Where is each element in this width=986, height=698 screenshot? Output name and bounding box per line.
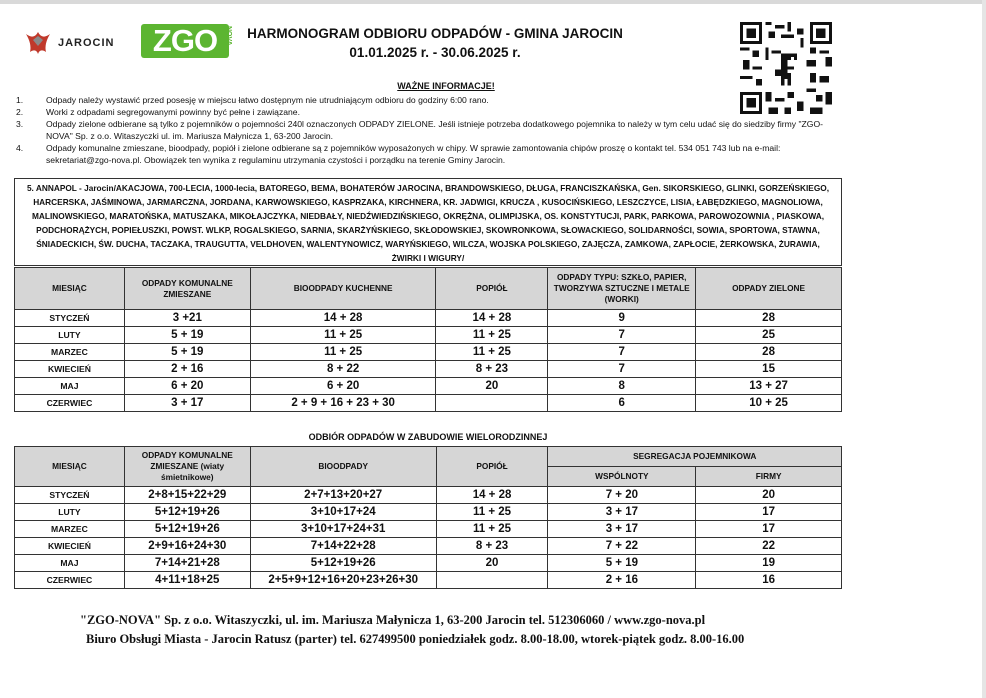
month-cell: KWIECIEŃ: [15, 538, 125, 555]
date-cell: 3+10+17+24+31: [250, 521, 436, 538]
date-cell: [436, 572, 548, 589]
date-cell: 17: [696, 521, 842, 538]
page-title: [230, 26, 640, 60]
table-row: [15, 310, 842, 327]
date-cell: 5 + 19: [124, 344, 250, 361]
date-cell: 3 + 17: [548, 521, 696, 538]
date-cell: 7+14+21+28: [124, 555, 250, 572]
date-cell: 11 + 25: [250, 344, 436, 361]
jarocin-logo: [24, 30, 115, 56]
table-row: [15, 521, 842, 538]
date-cell: 14 + 28: [250, 310, 436, 327]
date-cell: 15: [696, 361, 842, 378]
date-cell: 16: [696, 572, 842, 589]
date-cell: 8 + 23: [436, 361, 548, 378]
month-cell: STYCZEŃ: [15, 487, 125, 504]
header-bio: BIOODPADY KUCHENNE: [250, 268, 436, 310]
date-cell: 5+12+19+26: [124, 504, 250, 521]
date-cell: 17: [696, 504, 842, 521]
date-cell: 3+10+17+24: [250, 504, 436, 521]
month-cell: MAJ: [15, 378, 125, 395]
date-cell: 3 + 17: [124, 395, 250, 412]
title-line-2: 01.01.2025 r. - 30.06.2025 r.: [349, 45, 521, 60]
date-cell: 11 + 25: [436, 521, 548, 538]
header2-month: MIESIĄC: [15, 447, 125, 487]
date-cell: 2 + 9 + 16 + 23 + 30: [250, 395, 436, 412]
date-cell: 2+8+15+22+29: [124, 487, 250, 504]
date-cell: 11 + 25: [436, 327, 548, 344]
schedule-table: [14, 267, 842, 412]
date-cell: 7: [548, 361, 696, 378]
header-green: ODPADY ZIELONE: [696, 268, 842, 310]
zgo-logo: ZGO: [141, 24, 229, 58]
month-cell: CZERWIEC: [15, 572, 125, 589]
header2-bio: BIOODPADY: [250, 447, 436, 487]
zgo-nova-label: NOVA: [225, 26, 232, 46]
date-cell: 20: [696, 487, 842, 504]
important-info: [16, 80, 846, 166]
date-cell: 28: [696, 310, 842, 327]
info-item-2: 2. Worki z odpadami segregowanymi powinny być pełne i zawiązane.: [16, 107, 300, 117]
info-item-4: 4. Odpady komunalne zmieszane, bioodpady, popiół i zielone odbierane są z pojemników wyposażonych w chipy. W sprawie zamontowania chipów proszę o kontakt tel. 534 051 743 lub na e-mail: sekretariat@zgo-nova.pl. Obowiązek ten wynika z regulaminu utrzymania czystości i porządku na terenie Gminy Jarocin.: [16, 143, 781, 165]
date-cell: 8 + 22: [250, 361, 436, 378]
date-cell: 19: [696, 555, 842, 572]
header2-mixed: ODPADY KOMUNALNE ZMIESZANE (wiaty śmietnikowe): [124, 447, 250, 487]
date-cell: 2+9+16+24+30: [124, 538, 250, 555]
date-cell: 6 + 20: [124, 378, 250, 395]
date-cell: 8 + 23: [436, 538, 548, 555]
date-cell: 2 + 16: [548, 572, 696, 589]
date-cell: 2+5+9+12+16+20+23+26+30: [250, 572, 436, 589]
date-cell: 6: [548, 395, 696, 412]
date-cell: 3 + 17: [548, 504, 696, 521]
month-cell: KWIECIEŃ: [15, 361, 125, 378]
table-row: [15, 538, 842, 555]
date-cell: 7: [548, 327, 696, 344]
header2-firms: FIRMY: [696, 467, 842, 487]
footer-company-line: "ZGO-NOVA" Sp. z o.o. Witaszyczki, ul. im. Mariusza Małynicza 1, 63-200 Jarocin tel. 512306060 / www.zgo-nova.pl: [80, 613, 706, 627]
table-row: [15, 327, 842, 344]
area-streets-box: 5. ANNAPOL - Jarocin/AKACJOWA, 700-LECIA, 1000-lecia, BATOREGO, BEMA, BOHATERÓW JAROCINA, BRANDOWSKIEGO, DŁUGA, FRANCISZKAŃSKA, Gen. SIKORSKIEGO, GLINKI, GORZEŃSKIEGO, HARCERSKA, JAŚMINOWA, JARMARCZNA, JORDANA, KARWOWSKIEGO, KASPRZAKA, KIRCHNERA, KR. JADWIGI, KRUCZA , KUSOCIŃSKIEGO, LESZCZYCE, LISIA, ŁABĘDZKIEGO, MAGNOLIOWA, MALINOWSKIEGO, MARATOŃSKA, MATUSZAKA, MIKOŁAJCZYKA, NIEDBAŁY, NIEDŹWIEDZIŃSKIEGO, OKRĘŻNA, OLIMPIJSKA, OS. KONSTYTUCJI, PARK, PARKOWA, PAROWOZOWNIA , PIASKOWA, PODCHORĄŻYCH, POPIEŁUSZKI, POWST. WLKP, ROGALSKIEGO, SARNIA, SKARŻYŃSKIEGO, SKŁODOWSKIEJ, SKOWRONKOWA, SŁOWACKIEGO, SOLIDARNOŚCI, SOWIA, SPORTOWA, STAWNA, ŚNIADECKICH, ŚW. DUCHA, TACZAKA, TRAUGUTTA, VELDHOVEN, WALENTYNOWICZ, WARYŃSKIEGO, WILCZA, WOJSKA POLSKIEGO, ZAJĘCZA, ZAMKOWA, ZAPŁOCIE, ŻERKOWSKA, ŻURAWIA, ŻWIRKI I WIGURY/: [14, 178, 842, 266]
date-cell: 5+12+19+26: [124, 521, 250, 538]
header-mixed: ODPADY KOMUNALNE ZMIESZANE: [124, 268, 250, 310]
date-cell: 14 + 28: [436, 487, 548, 504]
table-row: [15, 344, 842, 361]
month-cell: STYCZEŃ: [15, 310, 125, 327]
header-ash: POPIÓŁ: [436, 268, 548, 310]
frame-top-border: [0, 0, 986, 4]
footer-office-line: Biuro Obsługi Miasta - Jarocin Ratusz (parter) tel. 627499500 poniedziałek godz. 8.00-18.00, wtorek-piątek godz. 8.00-16.00: [86, 632, 745, 646]
date-cell: 9: [548, 310, 696, 327]
date-cell: 3 +21: [124, 310, 250, 327]
month-cell: LUTY: [15, 504, 125, 521]
table-row: [15, 395, 842, 412]
date-cell: 14 + 28: [436, 310, 548, 327]
date-cell: 20: [436, 378, 548, 395]
info-item-3: 3. Odpady zielone odbierane są tylko z pojemników o pojemności 240l oznaczonych ODPADY ZIELONE. Jeśli istnieje potrzeba dodatkowego pojemnika to należy w tym celu udać się do siedziby firmy "ZGO-NOVA" Sp. z o.o. Witaszyczki ul. im. Mariusza Małynicza 1, 63-200 Jarocin.: [16, 119, 824, 141]
date-cell: 22: [696, 538, 842, 555]
date-cell: 25: [696, 327, 842, 344]
date-cell: 7+14+22+28: [250, 538, 436, 555]
multifamily-schedule-table: [14, 446, 842, 589]
title-line-1: HARMONOGRAM ODBIORU ODPADÓW - GMINA JAROCIN: [247, 26, 623, 41]
jarocin-crest-icon: [24, 30, 52, 56]
multifamily-section-title: ODBIÓR ODPADÓW W ZABUDOWIE WIELORODZINNEJ: [308, 432, 548, 442]
frame-right-border: [982, 0, 986, 698]
header2-ash: POPIÓŁ: [436, 447, 548, 487]
date-cell: 2+7+13+20+27: [250, 487, 436, 504]
date-cell: 7 + 20: [548, 487, 696, 504]
date-cell: 20: [436, 555, 548, 572]
date-cell: 4+11+18+25: [124, 572, 250, 589]
month-cell: MARZEC: [15, 521, 125, 538]
date-cell: 5 + 19: [124, 327, 250, 344]
table-row: [15, 487, 842, 504]
date-cell: [436, 395, 548, 412]
date-cell: 6 + 20: [250, 378, 436, 395]
month-cell: LUTY: [15, 327, 125, 344]
date-cell: 2 + 16: [124, 361, 250, 378]
info-title: WAŻNE INFORMACJE!: [397, 81, 495, 91]
date-cell: 11 + 25: [250, 327, 436, 344]
table-row: [15, 378, 842, 395]
date-cell: 7: [548, 344, 696, 361]
date-cell: 11 + 25: [436, 504, 548, 521]
date-cell: 7 + 22: [548, 538, 696, 555]
header2-segregation: SEGREGACJA POJEMNIKOWA: [548, 447, 842, 467]
date-cell: 10 + 25: [696, 395, 842, 412]
month-cell: MAJ: [15, 555, 125, 572]
date-cell: 11 + 25: [436, 344, 548, 361]
month-cell: MARZEC: [15, 344, 125, 361]
date-cell: 8: [548, 378, 696, 395]
date-cell: 28: [696, 344, 842, 361]
date-cell: 5 + 19: [548, 555, 696, 572]
header2-common: WSPÓLNOTY: [548, 467, 696, 487]
jarocin-logo-text: JAROCIN: [58, 37, 115, 49]
month-cell: CZERWIEC: [15, 395, 125, 412]
date-cell: 5+12+19+26: [250, 555, 436, 572]
header-recycling: ODPADY TYPU: SZKŁO, PAPIER, TWORZYWA SZTUCZNE I METALE (WORKI): [548, 268, 696, 310]
date-cell: 13 + 27: [696, 378, 842, 395]
table-row: [15, 555, 842, 572]
table-row: [15, 572, 842, 589]
table-row: [15, 504, 842, 521]
header-month: MIESIĄC: [15, 268, 125, 310]
table-row: [15, 361, 842, 378]
info-item-1: 1. Odpady należy wystawić przed posesję w miejscu łatwo dostępnym nie utrudniającym odbioru do godziny 6:00 rano.: [16, 95, 489, 105]
